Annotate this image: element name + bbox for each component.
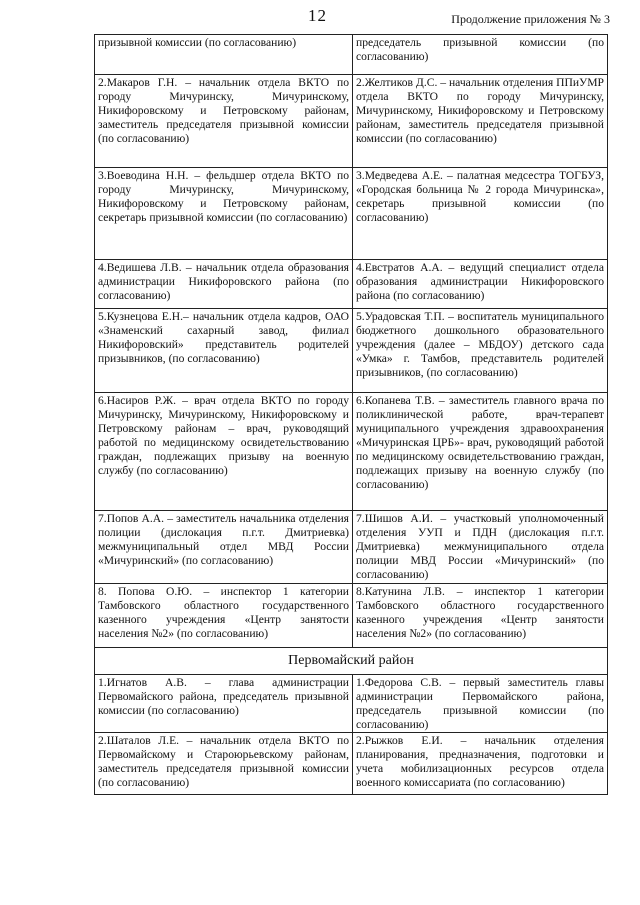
reserve-member-cell: 7.Шишов А.И. – участковый уполномоченный отделения УУП и ПДН (дислокация п.г.т. Дмитриевка) межмуниципального отдела полиции МВД России «Мичуринский» (по согласованию) [353,511,608,584]
table-row [95,393,608,511]
main-member-cell: 8. Попова О.Ю. – инспектор 1 категории Тамбовского областного государственного казенного учреждения «Центр занятости населения №2» (по согласованию) [95,584,353,648]
table-row [95,75,608,168]
table-row [95,733,608,795]
commission-table [94,34,608,795]
main-member-cell: 2.Макаров Г.Н. – начальник отдела ВКТО по городу Мичуринску, Мичуринскому, Никифоровскому и Петровскому районам, заместитель председателя призывной комиссии (по согласованию) [95,75,353,168]
reserve-member-cell: 8.Катунина Л.В. – инспектор 1 категории Тамбовского областного государственного казенного учреждения «Центр занятости населения №2» (по согласованию) [353,584,608,648]
section-heading: Первомайский район [95,648,608,675]
main-member-cell: 7.Попов А.А. – заместитель начальника отделения полиции (дислокация п.г.т. Дмитриевка) межмуниципальный отдел МВД России «Мичуринский» (по согласованию) [95,511,353,584]
table-row [95,584,608,648]
reserve-member-cell: 6.Копанева Т.В. – заместитель главного врача по поликлинической работе, врач-терапевт муниципального учреждения здравоохранения «Мичуринская ЦРБ»- врач, руководящий работой по медицинскому освидетельствованию граждан, подлежащих призыву на военную службу (по согласованию) [353,393,608,511]
table-row [95,260,608,309]
table-row [95,168,608,260]
main-member-cell: 4.Ведишева Л.В. – начальник отдела образования администрации Никифоровского района (по согласованию) [95,260,353,309]
main-member-cell: 5.Кузнецова Е.Н.– начальник отдела кадров, ОАО «Знаменский сахарный завод, филиал Никифоровский» представитель родителей призывников, (по согласованию) [95,309,353,393]
reserve-member-cell: 4.Евстратов А.А. – ведущий специалист отдела образования администрации Никифоровского района (по согласованию) [353,260,608,309]
main-member-cell: 2.Шаталов Л.Е. – начальник отдела ВКТО по Первомайскому и Староюрьевскому районам, заместитель председателя призывной комиссии (по согласованию) [95,733,353,795]
reserve-member-cell: председатель призывной комиссии (по согласованию) [353,35,608,75]
appendix-note: Продолжение приложения № 3 [451,12,610,26]
table-row [95,35,608,75]
reserve-member-cell: 2.Желтиков Д.С. – начальник отделения ППиУМР отдела ВКТО по городу Мичуринску, Мичуринскому, Никифоровскому и Петровскому районам, заместитель председателя призывной комиссии (по согласованию) [353,75,608,168]
table-row [95,309,608,393]
reserve-member-cell: 5.Урадовская Т.П. – воспитатель муниципального бюджетного дошкольного образовательного учреждения (далее – МБДОУ) детского сада «Умка» г. Тамбов, представитель родителей призывников, (по согласованию) [353,309,608,393]
main-member-cell: 3.Воеводина Н.Н. – фельдшер отдела ВКТО по городу Мичуринску, Мичуринскому, Никифоровскому и Петровскому районам, секретарь призывной комиссии (по согласованию) [95,168,353,260]
reserve-member-cell: 1.Федорова С.В. – первый заместитель главы администрации Первомайского района, председатель призывной комиссии (по согласованию) [353,675,608,733]
page-number: 12 [308,6,327,25]
main-member-cell: 1.Игнатов А.В. – глава администрации Первомайского района, председатель призывной комиссии (по согласованию) [95,675,353,733]
reserve-member-cell: 2.Рыжков Е.И. – начальник отделения планирования, предназначения, подготовки и учета мобилизационных ресурсов отдела военного комиссариата (по согласованию) [353,733,608,795]
reserve-member-cell: 3.Медведева А.Е. – палатная медсестра ТОГБУЗ, «Городская больница № 2 города Мичуринска», секретарь призывной комиссии (по согласованию) [353,168,608,260]
table-row [95,675,608,733]
main-member-cell: призывной комиссии (по согласованию) [95,35,353,75]
main-member-cell: 6.Насиров Р.Ж. – врач отдела ВКТО по городу Мичуринску, Мичуринскому, Никифоровскому и Петровскому районам – врач, руководящий работой по медицинскому освидетельствованию граждан, подлежащих призыву на военную службу (по согласованию) [95,393,353,511]
table-row [95,511,608,584]
section-row [95,648,608,675]
